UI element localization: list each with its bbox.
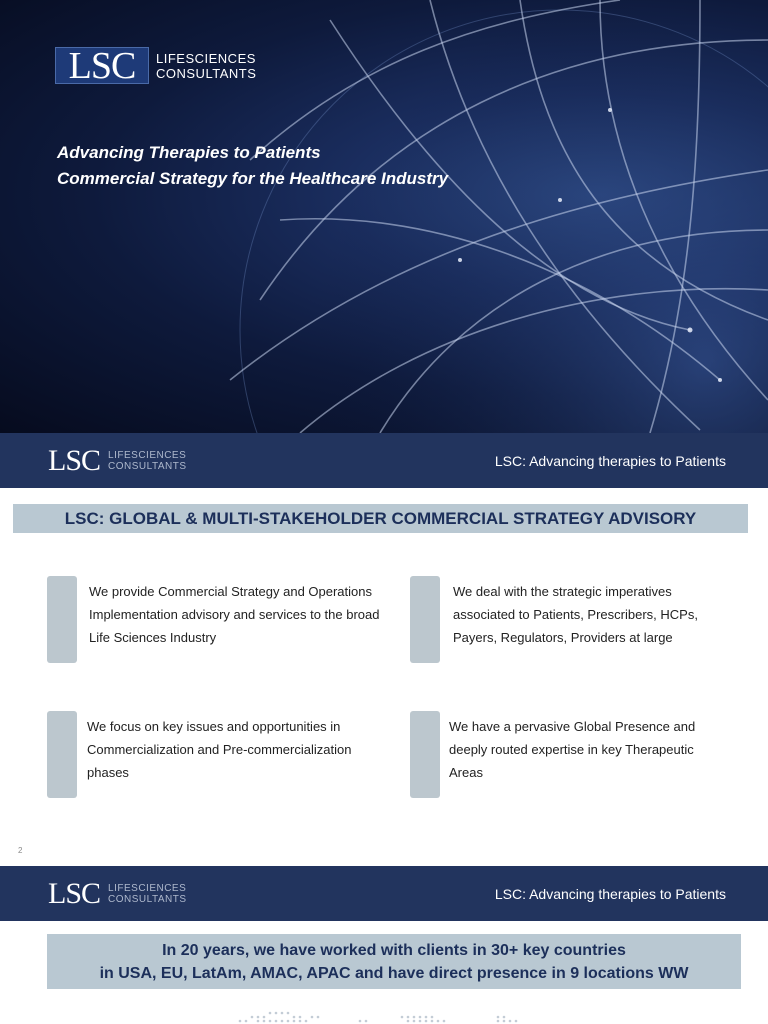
tagline-line2: Commercial Strategy for the Healthcare Industry <box>57 169 449 188</box>
card-global-presence <box>410 711 695 798</box>
slide2-logo <box>48 443 187 477</box>
card-accent-bar <box>47 576 77 663</box>
slide3-logo <box>48 876 187 910</box>
card-accent-bar <box>410 711 440 798</box>
card-text <box>89 580 380 663</box>
card-line: associated to Patients, Prescribers, HCPs, <box>453 607 698 622</box>
card-line: We provide Commercial Strategy and Operations <box>89 584 372 599</box>
highlight-line2: in USA, EU, LatAm, AMAC, APAC and have direct presence in 9 locations WW <box>99 964 689 982</box>
slide2-logo-mark: LSC <box>48 443 101 477</box>
slide3-logo-line2: CONSULTANTS <box>108 893 187 905</box>
presence-highlight <box>47 934 741 989</box>
slide3-header-title: LSC: Advancing therapies to Patients <box>494 885 726 902</box>
card-line: We focus on key issues and opportunities in <box>87 719 341 734</box>
slide3-logo-mark: LSC <box>48 876 101 910</box>
card-accent-bar <box>410 576 440 663</box>
card-line: We deal with the strategic imperatives <box>453 584 672 599</box>
card-text <box>87 715 351 798</box>
card-line: Areas <box>449 765 483 780</box>
slide2-logo-line1: LIFESCIENCES <box>108 449 187 461</box>
page-number: 2 <box>18 846 23 855</box>
card-line: deeply routed expertise in key Therapeutic <box>449 742 694 757</box>
card-line: Payers, Regulators, Providers at large <box>453 630 673 645</box>
card-text <box>453 580 698 663</box>
card-text <box>449 715 695 798</box>
slide3-logo-text <box>108 883 186 905</box>
cover-logo-line1: LIFESCIENCES <box>156 51 256 66</box>
dotted-world-map <box>230 1008 530 1024</box>
cover-logo-line2: CONSULTANTS <box>156 66 257 81</box>
slide2-header-title: LSC: Advancing therapies to Patients <box>494 452 726 469</box>
slide2-header <box>0 433 768 488</box>
cover-logo-mark: LSC <box>55 47 149 84</box>
tagline-line1: Advancing Therapies to Patients <box>57 143 321 162</box>
slide2-logo-text <box>108 450 186 472</box>
cover-tagline <box>57 140 448 192</box>
card-line: Life Sciences Industry <box>89 630 217 645</box>
slide3-logo-line1: LIFESCIENCES <box>108 882 187 894</box>
highlight-line1: In 20 years, we have worked with clients in 30+ key countries <box>162 941 626 959</box>
slide3-header <box>0 866 768 921</box>
card-line: Commercialization and Pre-commercialization <box>87 742 352 757</box>
section-title: LSC: GLOBAL & MULTI-STAKEHOLDER COMMERCIAL STRATEGY ADVISORY <box>13 504 748 533</box>
cover-logo-text <box>156 51 256 81</box>
cover-slide <box>0 0 768 433</box>
card-line: Implementation advisory and services to the broad <box>89 607 380 622</box>
card-commercial-strategy <box>47 576 380 663</box>
card-line: phases <box>87 765 129 780</box>
card-line: We have a pervasive Global Presence and <box>449 719 696 734</box>
card-key-issues <box>47 711 351 798</box>
card-strategic-imperatives <box>410 576 698 663</box>
card-accent-bar <box>47 711 77 798</box>
slide2-logo-line2: CONSULTANTS <box>108 460 187 472</box>
